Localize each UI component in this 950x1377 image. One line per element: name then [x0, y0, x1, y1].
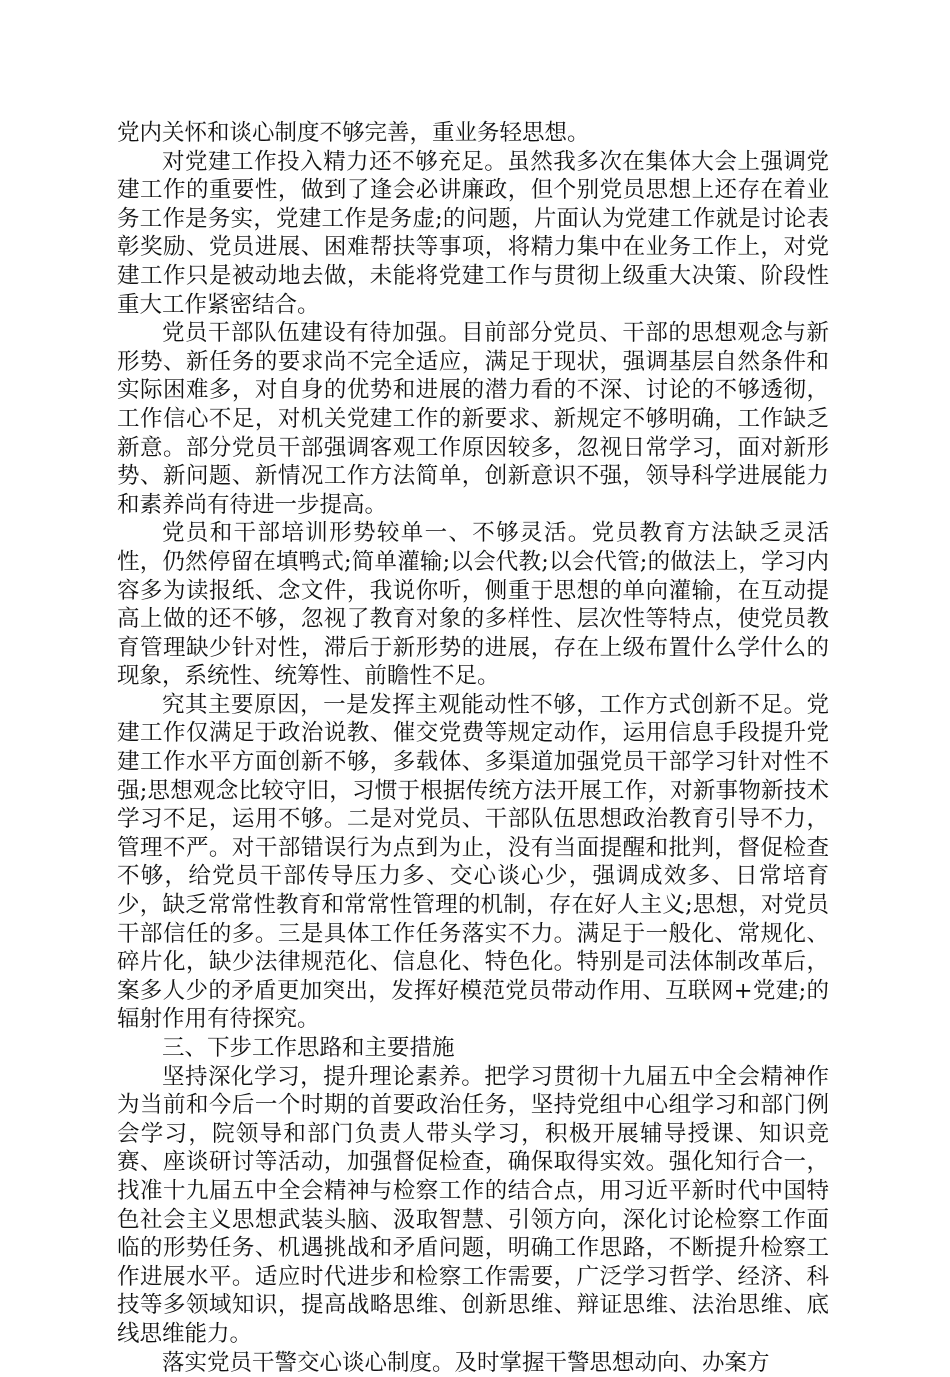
document-body	[117, 119, 829, 1377]
paragraph-4: 党员和干部培训形势较单一、不够灵活。党员教育方法缺乏灵活性，仍然停留在填鸭式;简单灌输;以会代教;以会代管;的做法上，学习内容多为读报纸、念文件，我说你听，侧重于思想的单向灌输，在互动提高上做的还不够，忽视了教育对象的多样性、层次性等特点，使党员教育管理缺少针对性，滞后于新形势的进展，存在上级布置什么学什么的现象，系统性、统筹性、前瞻性不足。	[117, 520, 829, 690]
section-heading: 三、下步工作思路和主要措施	[162, 1035, 455, 1061]
paragraph-1: 党内关怀和谈心制度不够完善，重业务轻思想。	[117, 120, 590, 146]
paragraph-3: 党员干部队伍建设有待加强。目前部分党员、干部的思想观念与新形势、新任务的要求尚不完全适应，满足于现状，强调基层自然条件和实际困难多，对自身的优势和进展的潜力看的不深、讨论的不够透彻，工作信心不足，对机关党建工作的新要求、新规定不够明确，工作缺乏新意。部分党员干部强调客观工作原因较多，忽视日常学习，面对新形势、新问题、新情况工作方法简单，创新意识不强，领导科学进展能力和素养尚有待进一步提高。	[117, 320, 829, 518]
paragraph-2: 对党建工作投入精力还不够充足。虽然我多次在集体大会上强调党建工作的重要性，做到了逢会必讲廉政，但个别党员思想上还存在着业务工作是务实，党建工作是务虚;的问题，片面认为党建工作就是讨论表彰奖励、党员进展、困难帮扶等事项，将精力集中在业务工作上，对党建工作只是被动地去做，未能将党建工作与贯彻上级重大决策、阶段性重大工作紧密结合。	[117, 148, 829, 318]
paragraph-5: 究其主要原因，一是发挥主观能动性不够，工作方式创新不足。党建工作仅满足于政治说教、催交党费等规定动作，运用信息手段提升党建工作水平方面创新不够，多载体、多渠道加强党员干部学习针对性不强;思想观念比较守旧，习惯于根据传统方法开展工作，对新事物新技术学习不足，运用不够。二是对党员、干部队伍思想政治教育引导不力，管理不严。对干部错误行为点到为止，没有当面提醒和批判，督促检查不够，给党员干部传导压力多、交心谈心少，强调成效多、日常培育少，缺乏常常性教育和常常性管理的机制，存在好人主义;思想，对党员干部信任的多。三是具体工作任务落实不力。满足于一般化、常规化、碎片化，缺少法律规范化、信息化、特色化。特别是司法体制改革后，案多人少的矛盾更加突出，发挥好模范党员带动作用、互联网+党建;的辐射作用有待探究。	[117, 691, 829, 1033]
paragraph-7: 落实党员干警交心谈心制度。及时掌握干警思想动向、办案方	[162, 1349, 770, 1376]
paragraph-6: 坚持深化学习，提升理论素养。把学习贯彻十九届五中全会精神作为当前和今后一个时期的首要政治任务，坚持党组中心组学习和部门例会学习，院领导和部门负责人带头学习，积极开展辅导授课、知识竞赛、座谈研讨等活动，加强督促检查，确保取得实效。强化知行合一，找准十九届五中全会精神与检察工作的结合点，用习近平新时代中国特色社会主义思想武装头脑、汲取智慧、引领方向，深化讨论检察工作面临的形势任务、机遇挑战和矛盾问题，明确工作思路，不断提升检察工作进展水平。适应时代进步和检察工作需要，广泛学习哲学、经济、科技等多领域知识，提高战略思维、创新思维、辩证思维、法治思维、底线思维能力。	[117, 1063, 829, 1347]
